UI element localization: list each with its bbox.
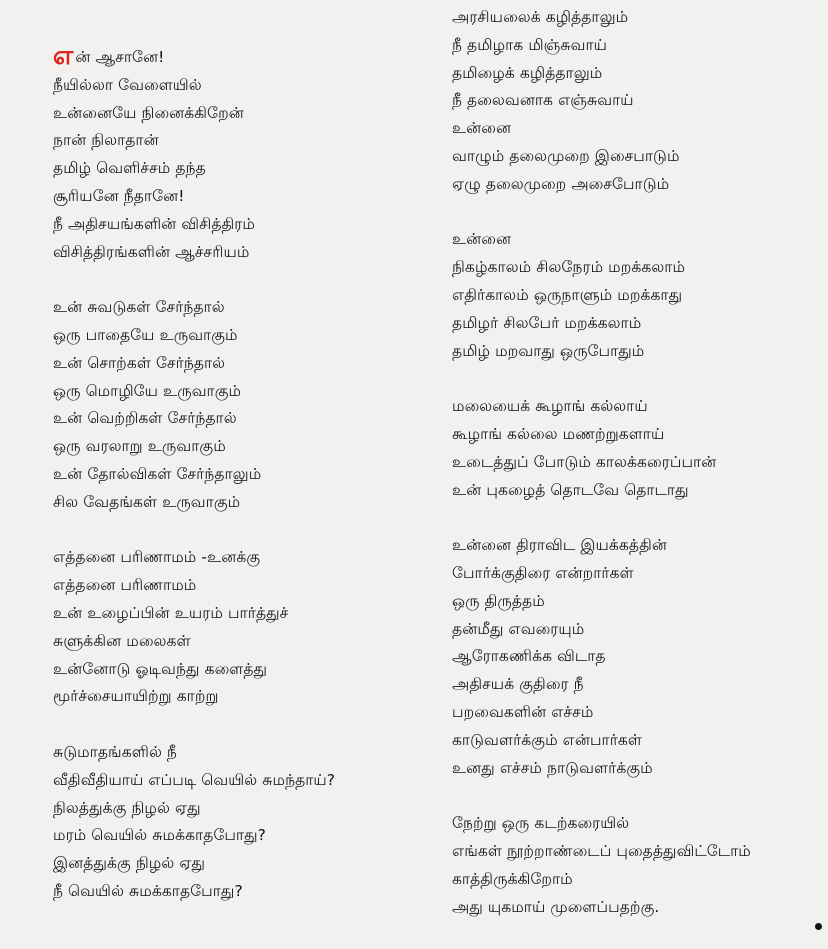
poem-line — [452, 727, 822, 755]
poem-line-text: நான் நிலாதான் — [53, 131, 159, 150]
stanza — [53, 41, 413, 266]
poem-line-text: தன்மீது எவரையும் — [452, 619, 585, 638]
poem-line — [452, 143, 822, 171]
stanza — [452, 226, 822, 365]
stanza — [53, 739, 413, 906]
poem-line-text: எங்கள் நூற்றாண்டைப் புதைத்துவிட்டோம் — [452, 841, 751, 860]
poem-line — [53, 183, 413, 211]
poem-line-text: ன் ஆசானே! — [75, 48, 165, 66]
poem-line — [452, 87, 822, 115]
poem-line-text: போர்க்குதிரை என்றார்கள் — [452, 563, 634, 582]
stanza — [452, 393, 822, 504]
stanza — [53, 544, 413, 711]
poem-line — [53, 322, 413, 350]
poem-right-column — [452, 4, 822, 949]
poem-line — [452, 60, 822, 88]
poem-line — [53, 461, 413, 489]
poem-line — [452, 810, 822, 838]
poem-line-text: நீயில்லா வேளையில் — [53, 75, 202, 94]
poem-line — [53, 294, 413, 322]
poem-line-text: நீ தமிழாக மிஞ்சுவாய் — [452, 35, 608, 54]
poem-line-text: ஆரோகணிக்க விடாத — [452, 647, 606, 666]
poem-line-text: ஏழு தலைமுறை அசைபோடும் — [452, 174, 670, 193]
poem-line — [53, 378, 413, 406]
poem-line — [53, 767, 413, 795]
poem-line-text: காத்திருக்கிறோம் — [452, 869, 573, 888]
poem-line — [53, 572, 413, 600]
poem-line-text: உன்னை — [452, 230, 512, 249]
poem-line-text: நீ அதிசயங்களின் விசித்திரம் — [53, 214, 255, 233]
drop-cap-letter: எ — [53, 41, 74, 71]
poem-line-text: உன் சொற்கள் சேர்ந்தால் — [53, 353, 226, 372]
poem-line-text: அதிசயக் குதிரை நீ — [452, 675, 584, 694]
poem-line — [53, 433, 413, 461]
poem-line — [53, 41, 413, 72]
stanza — [452, 4, 822, 199]
poem-line — [452, 254, 822, 282]
poem-line — [452, 226, 822, 254]
poem-line — [452, 616, 822, 644]
poem-line — [452, 477, 822, 505]
poem-line — [53, 350, 413, 378]
poem-line-text: உன்னையே நினைக்கிறேன் — [53, 103, 244, 122]
poem-line — [53, 405, 413, 433]
poem-line-text: விசித்திரங்களின் ஆச்சரியம் — [53, 242, 250, 261]
poem-line-text: உன்னை — [452, 119, 512, 138]
poem-line — [452, 282, 822, 310]
poem-line-text: ஒரு வரலாறு உருவாகும் — [53, 437, 226, 456]
stanza — [53, 294, 413, 516]
poem-left-column — [53, 41, 413, 934]
poem-line-text: வாழும் தலைமுறை இசைபாடும் — [452, 146, 680, 165]
poem-line — [452, 4, 822, 32]
poem-line-text: கூழாங் கல்லை மணற்றுகளாய் — [452, 424, 665, 443]
poem-line — [53, 72, 413, 100]
poem-line — [452, 532, 822, 560]
poem-line — [53, 155, 413, 183]
poem-line-text: சில வேதங்கள் உருவாகும் — [53, 492, 241, 511]
poem-line-text: சுடுமாதங்களில் நீ — [53, 742, 177, 761]
poem-line — [53, 239, 413, 267]
poem-line — [53, 739, 413, 767]
poem-line — [53, 600, 413, 628]
poem-line — [53, 211, 413, 239]
poem-line — [53, 822, 413, 850]
poem-line — [452, 643, 822, 671]
poem-line-text: நேற்று ஒரு கடற்கரையில் — [452, 814, 630, 833]
poem-line-text: மூர்ச்சையாயிற்று காற்று — [53, 687, 219, 706]
poem-line — [452, 699, 822, 727]
poem-line — [452, 32, 822, 60]
poem-line — [452, 588, 822, 616]
poem-line-text: காடுவளர்க்கும் என்பார்கள் — [452, 730, 643, 749]
poem-line — [452, 671, 822, 699]
end-of-article-dot — [815, 923, 822, 930]
poem-line-text: சூரியனே நீதானே! — [53, 186, 185, 205]
poem-line — [452, 338, 822, 366]
poem-line — [452, 393, 822, 421]
poem-line-text: இனத்துக்கு நிழல் ஏது — [53, 854, 206, 873]
poem-line-text: நிகழ்காலம் சிலநேரம் மறக்கலாம் — [452, 258, 686, 277]
poem-line-text: ஒரு மொழியே உருவாகும் — [53, 381, 242, 400]
poem-line-text: சுளுக்கின மலைகள் — [53, 631, 191, 650]
poem-line-text: உன் வெற்றிகள் சேர்ந்தால் — [53, 409, 237, 428]
poem-line-text: எதிர்காலம் ஒருநாளும் மறக்காது — [452, 285, 683, 304]
poem-line-text: தமிழ் வெளிச்சம் தந்த — [53, 159, 206, 178]
poem-line — [53, 489, 413, 517]
poem-line-text: அது யுகமாய் முளைப்பதற்கு. — [452, 897, 660, 916]
poem-line — [452, 894, 822, 922]
poem-line-text: வீதிவீதியாய் எப்படி வெயில் சுமந்தாய்? — [53, 770, 336, 789]
poem-line — [53, 656, 413, 684]
poem-line — [53, 628, 413, 656]
poem-line — [452, 310, 822, 338]
poem-line-text: அரசியலைக் கழித்தாலும் — [452, 8, 629, 26]
poem-line-text: ஒரு பாதையே உருவாகும் — [53, 325, 238, 344]
poem-line-text: எத்தனை பரிணாமம் -உனக்கு — [53, 548, 261, 567]
poem-line-text: உன் உழைப்பின் உயரம் பார்த்துச் — [53, 603, 289, 622]
poem-line-text: உன்னோடு ஓடிவந்து களைத்து — [53, 659, 268, 678]
stanza — [452, 532, 822, 782]
poem-line-text: உன்னை திராவிட இயக்கத்தின் — [452, 536, 668, 555]
poem-line — [53, 878, 413, 906]
poem-line-text: உன் புகழைத் தொடவே தொடாது — [452, 480, 689, 499]
poem-line-text: பறவைகளின் எச்சம் — [452, 702, 594, 721]
poem-line — [53, 683, 413, 711]
poem-line — [53, 850, 413, 878]
poem-line-text: தமிழைக் கழித்தாலும் — [452, 63, 603, 82]
poem-line-text: மரம் வெயில் சுமக்காதபோது? — [53, 826, 266, 845]
poem-line-text: நீ தலைவனாக எஞ்சுவாய் — [452, 91, 634, 110]
poem-line — [452, 560, 822, 588]
poem-line-text: நீ வெயில் சுமக்காதபோது? — [53, 881, 243, 900]
poem-line — [452, 171, 822, 199]
stanza — [452, 810, 822, 921]
poem-line — [452, 866, 822, 894]
poem-line-text: ஒரு திருத்தம் — [452, 591, 545, 610]
poem-line-text: உன் தோல்விகள் சேர்ந்தாலும் — [53, 464, 262, 483]
poem-line-text: உன் சுவடுகள் சேர்ந்தால் — [53, 298, 225, 317]
poem-line-text: தமிழர் சிலபேர் மறக்கலாம் — [452, 313, 642, 332]
poem-line — [53, 544, 413, 572]
poem-line — [452, 449, 822, 477]
poem-line-text: மலையைக் கூழாங் கல்லாய் — [452, 397, 648, 416]
poem-line-text: நிலத்துக்கு நிழல் ஏது — [53, 798, 201, 817]
poem-line-text: தமிழ் மறவாது ஒருபோதும் — [452, 341, 645, 360]
poem-line — [452, 421, 822, 449]
poem-line — [53, 795, 413, 823]
poem-line — [53, 100, 413, 128]
poem-line — [452, 838, 822, 866]
poem-line-text: உடைத்துப் போடும் காலக்கரைப்பான் — [452, 452, 717, 471]
poem-line — [452, 755, 822, 783]
poem-line-text: எத்தனை பரிணாமம் — [53, 576, 197, 595]
poem-line — [452, 115, 822, 143]
poem-line — [53, 127, 413, 155]
poem-line-text: உனது எச்சம் நாடுவளர்க்கும் — [452, 758, 653, 777]
